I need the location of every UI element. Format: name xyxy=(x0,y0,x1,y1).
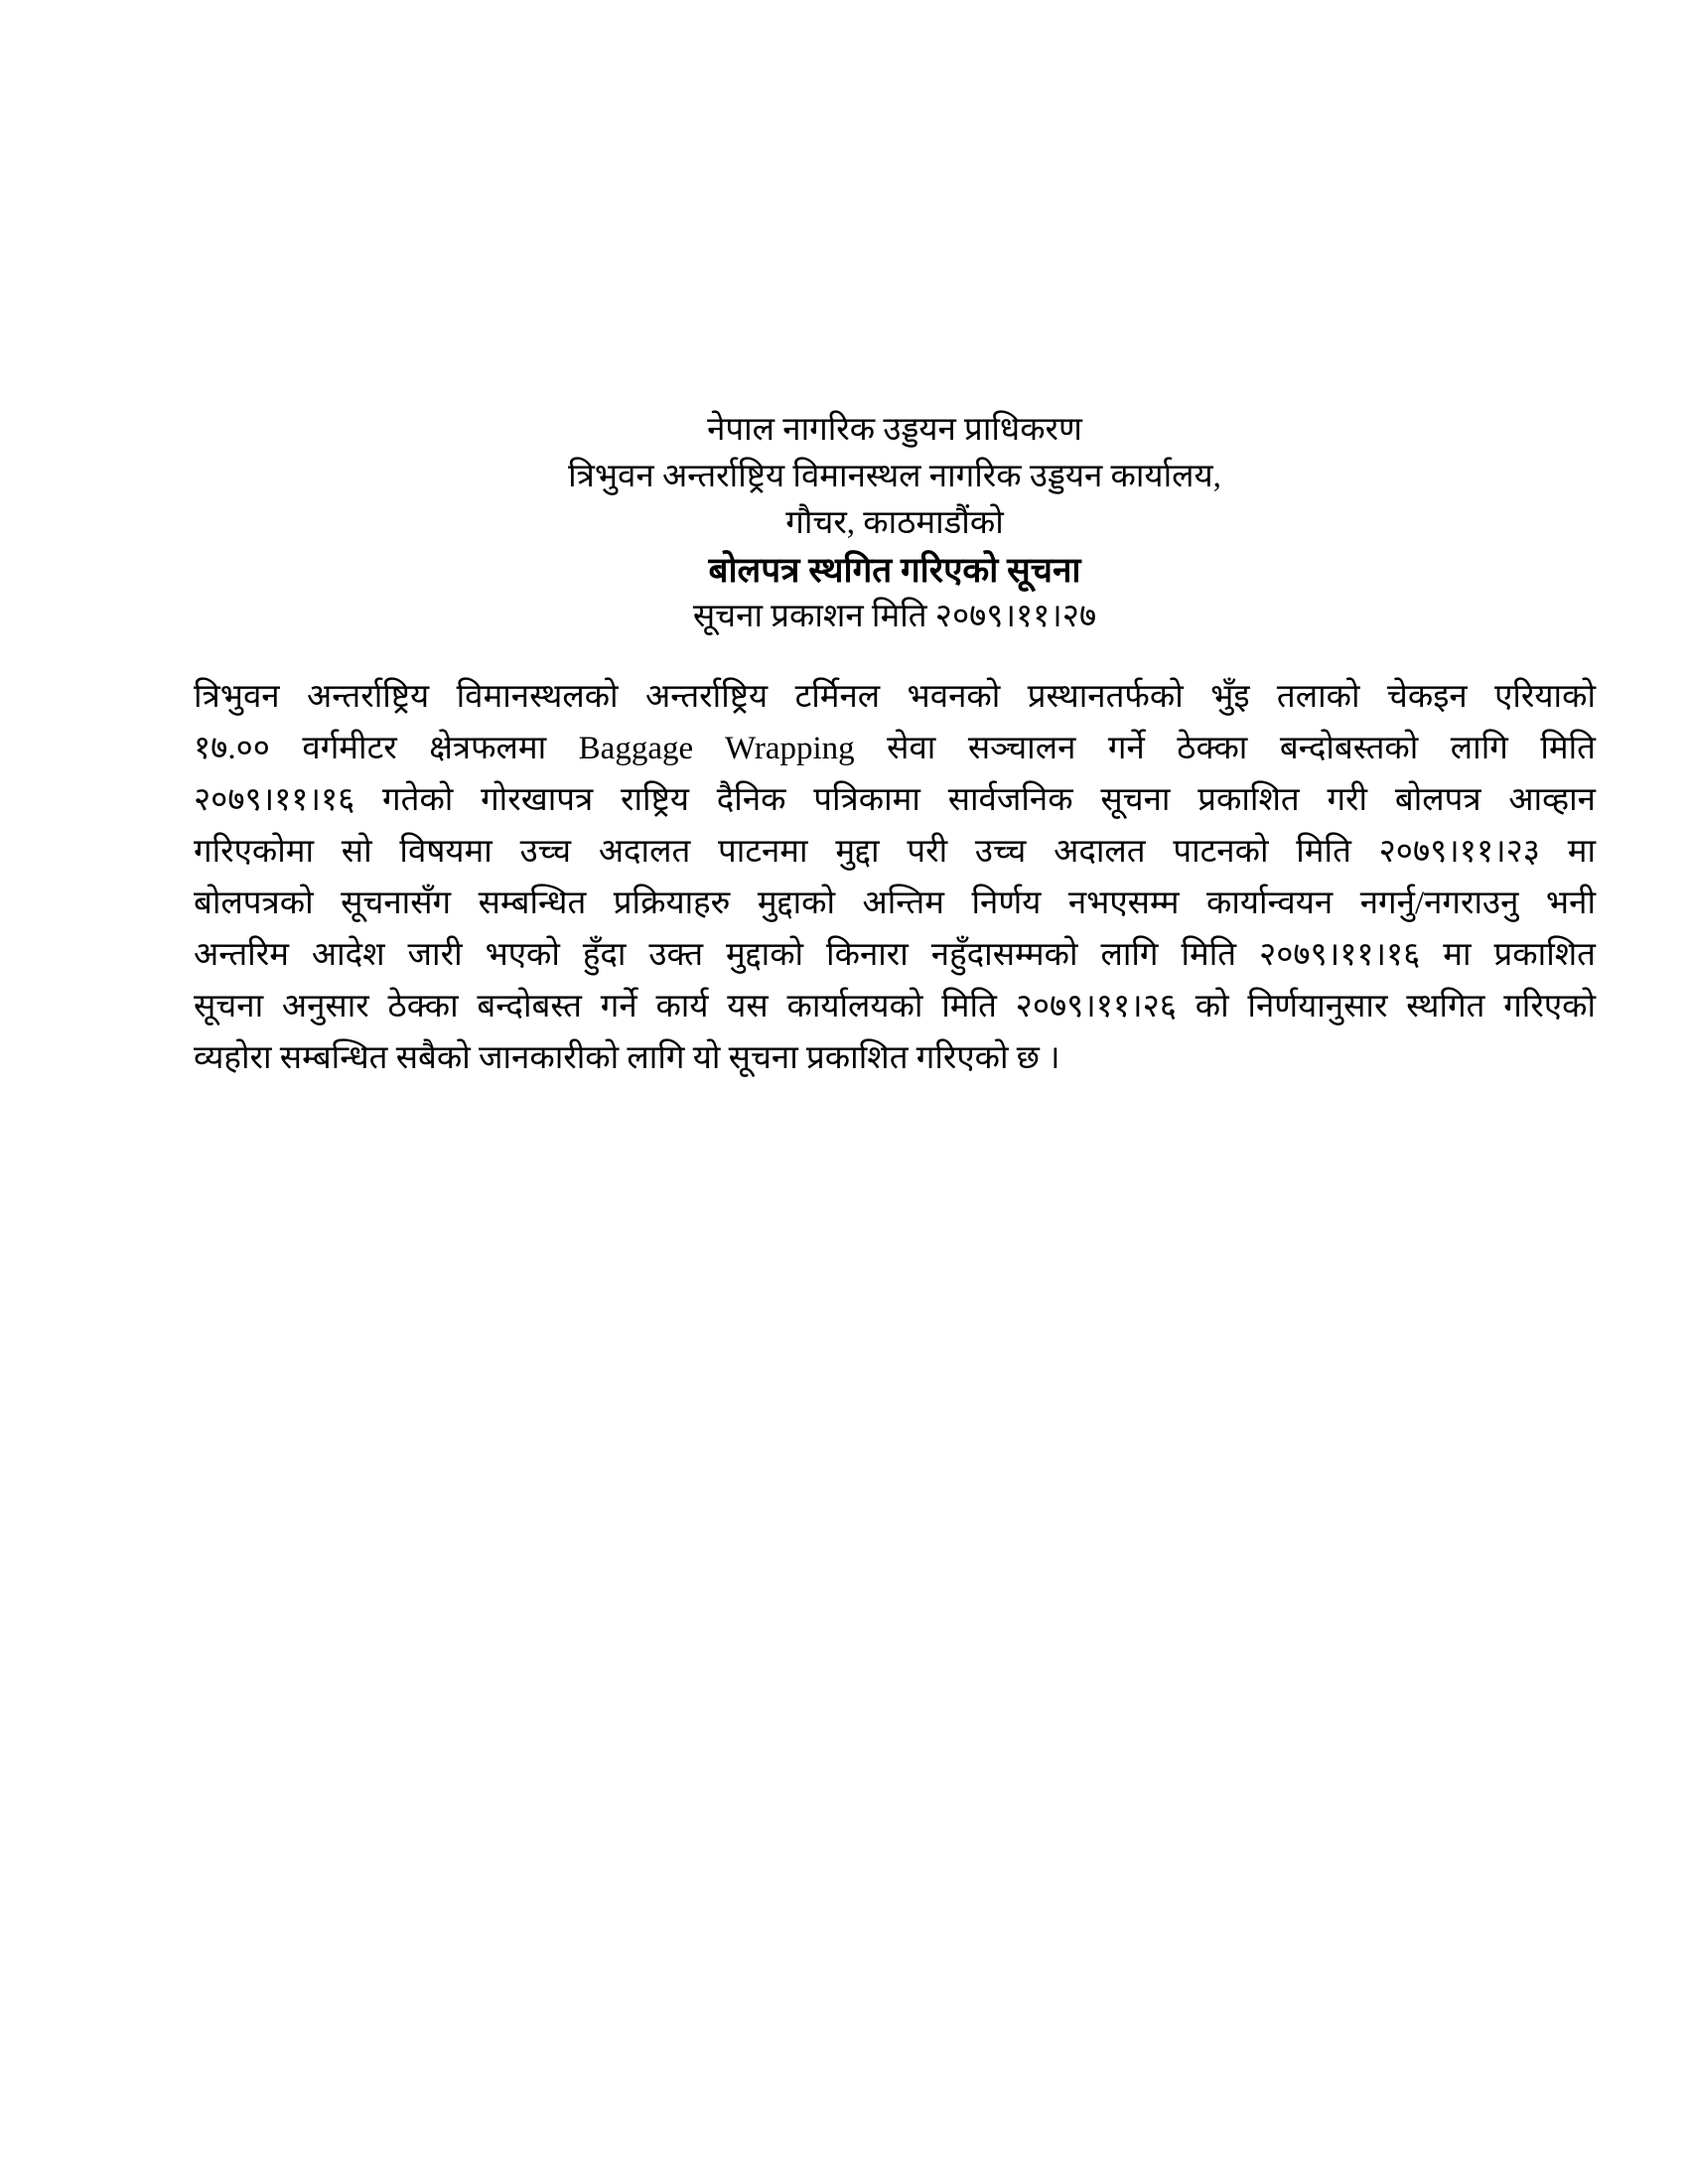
notice-body-line: व्यहोरा सम्बन्धित सबैको जानकारीको लागि यो सूचना प्रकाशित गरिएको छ । xyxy=(194,1040,1060,1076)
notice-header xyxy=(194,407,1596,640)
notice-body-line: २०७९।११।१६ गतेको गोरखापत्र राष्ट्रिय दैनिक पत्रिकामा सार्वजनिक सूचना प्रकाशित गरी बोलपत्र आव्हान xyxy=(194,782,1596,818)
authority-name: नेपाल नागरिक उड्डयन प्राधिकरण xyxy=(707,412,1082,448)
notice-body-line: बोलपत्रको सूचनासँग सम्बन्धित प्रक्रियाहरु मुद्दाको अन्तिम निर्णय नभएसम्म कार्यान्वयन नगर्नु/नगराउनु भनी xyxy=(194,886,1596,921)
notice-body-paragraph xyxy=(194,671,1596,1084)
office-location: गौचर, काठमाडौंको xyxy=(785,505,1004,541)
notice-title: बोलपत्र स्थगित गरिएको सूचना xyxy=(708,551,1081,590)
notice-body-line: १७.०० वर्गमीटर क्षेत्रफलमा Baggage Wrapping सेवा सञ्चालन गर्ने ठेक्का बन्दोबस्तको लागि मिति xyxy=(194,731,1596,766)
notice-body-line: सूचना अनुसार ठेक्का बन्दोबस्त गर्ने कार्य यस कार्यालयको मिति २०७९।११।२६ को निर्णयानुसार स्थगित गरिएको xyxy=(194,989,1596,1024)
office-name: त्रिभुवन अन्तर्राष्ट्रिय विमानस्थल नागरिक उड्डयन कार्यालय, xyxy=(568,459,1221,494)
publish-date-line: सूचना प्रकाशन मिति २०७९।११।२७ xyxy=(692,599,1097,634)
notice-body-line: गरिएकोमा सो विषयमा उच्च अदालत पाटनमा मुद्दा परी उच्च अदालत पाटनको मिति २०७९।११।२३ मा xyxy=(194,834,1596,870)
notice-body-line: त्रिभुवन अन्तर्राष्ट्रिय विमानस्थलको अन्तर्राष्ट्रिय टर्मिनल भवनको प्रस्थानतर्फको भुँइ तलाको चेकइन एरियाको xyxy=(194,679,1596,715)
notice-body-line: अन्तरिम आदेश जारी भएको हुँदा उक्त मुद्दाको किनारा नहुँदासम्मको लागि मिति २०७९।११।१६ मा प्रकाशित xyxy=(194,937,1596,973)
